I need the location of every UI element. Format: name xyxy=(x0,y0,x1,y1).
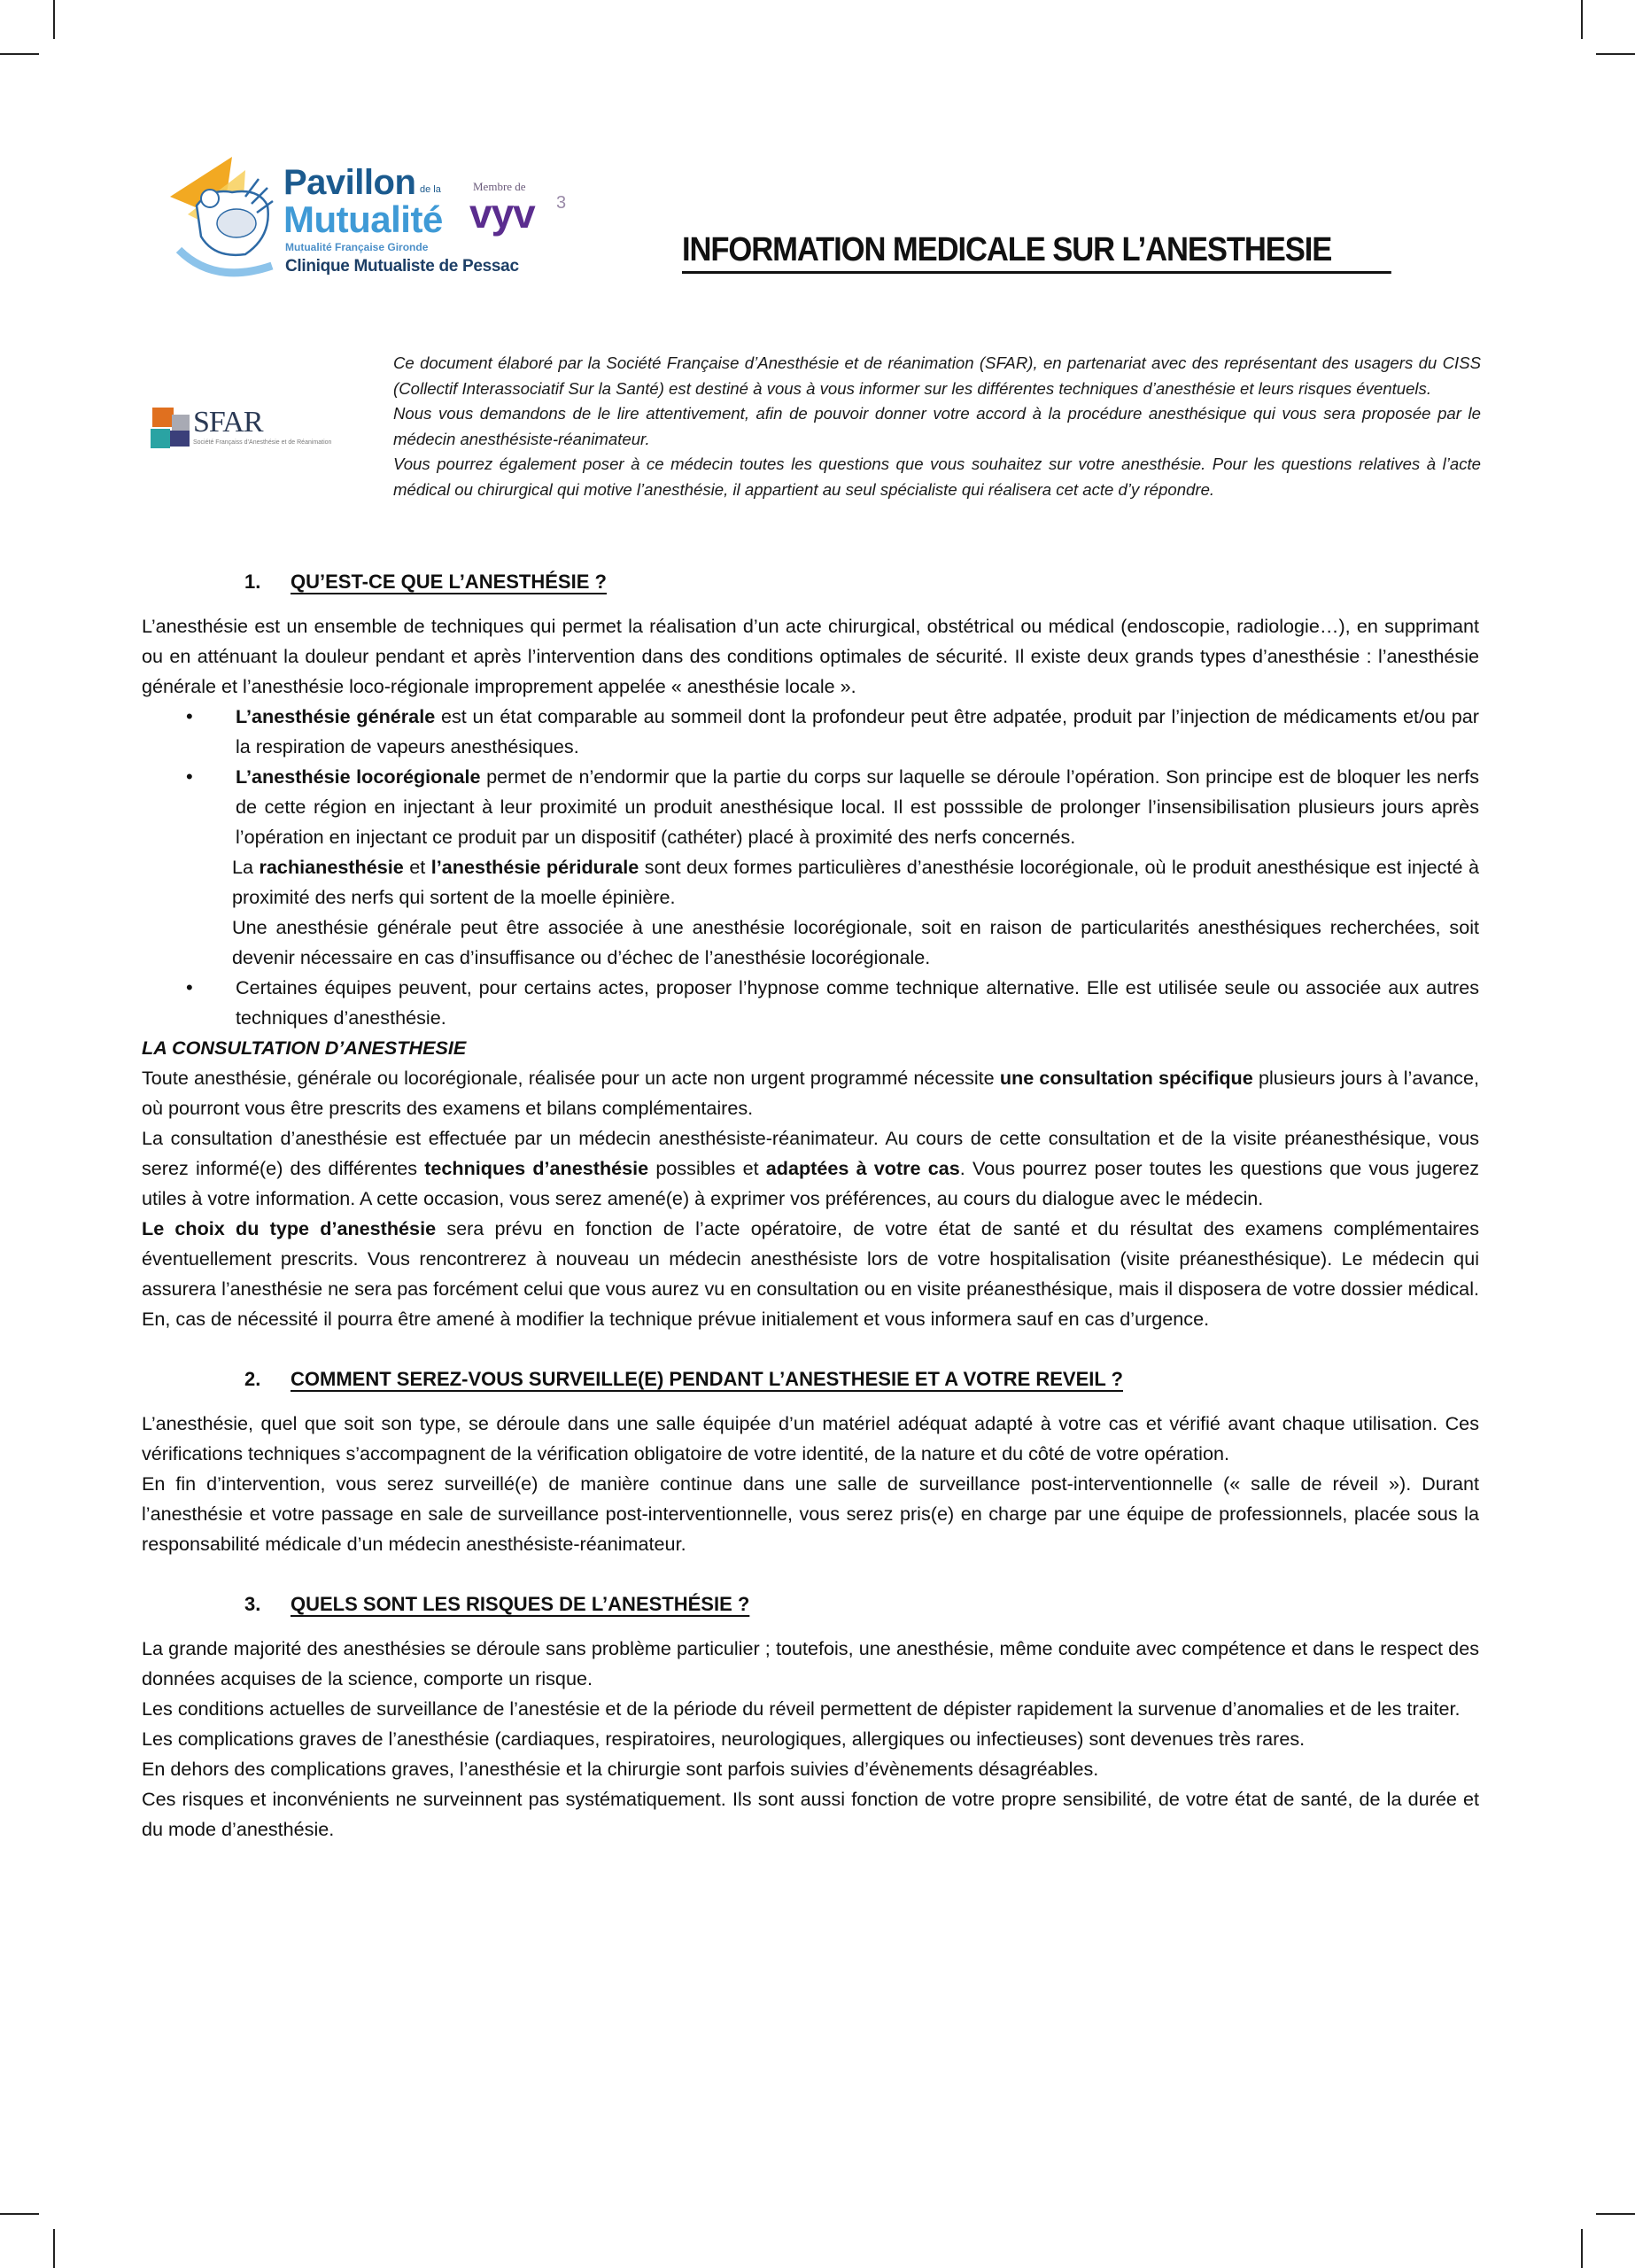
sub-paragraph-rachianesthesie xyxy=(142,852,1479,913)
text: Toute anesthésie, générale ou locorégionale, réalisée pour un acte non urgent programmé nécessite xyxy=(142,1067,1000,1089)
bullet-icon: • xyxy=(186,765,193,788)
sfar-logo-icon-navy xyxy=(170,431,190,447)
bold-term: l’anesthésie péridurale xyxy=(430,856,639,878)
consultation-paragraph-3 xyxy=(142,1214,1479,1334)
consultation-paragraph-1 xyxy=(142,1063,1479,1123)
sfar-subtitle: Société Françaiss d’Anesthésie et de Réanimation xyxy=(193,439,332,446)
sfar-logo-icon-teal xyxy=(151,429,170,448)
crop-mark-top-left-v xyxy=(53,0,55,39)
section-3-paragraph: La grande majorité des anesthésies se déroule sans problème particulier ; toutefois, une anesthésie, même conduite avec compétence et dans le respect des données acquises de la science, comporte un risque. xyxy=(142,1637,1479,1689)
consultation-paragraph-2 xyxy=(142,1123,1479,1214)
consultation-heading: LA CONSULTATION D’ANESTHESIE xyxy=(142,1037,467,1059)
section-2-paragraph: L’anesthésie, quel que soit son type, se déroule dans une salle équipée d’un matériel adéquat adapté à votre cas et vérifié avant chaque utilisation. Ces vérifications techniques s’accompagnent de la vérification obligatoire de votre identité, de la nature et du côté de votre opération. xyxy=(142,1412,1479,1464)
sub-paragraph-combined: Une anesthésie générale peut être associée à une anesthésie locorégionale, soit en raison de particularités anesthésiques recherchées, soit devenir nécessaire en cas d’insuffisance ou d’échec de l’anesthésie locorégionale. xyxy=(232,916,1479,968)
list-item xyxy=(142,973,1479,1033)
intro-paragraph: Ce document élaboré par la Société Française d’Anesthésie et de réanimation (SFAR), en partenariat avec des représentant des usagers du CISS (Collectif Interassociatif Sur la Santé) est destiné à vous à vous informer sur les différentes techniques d’anesthésie et leurs risques éventuels. xyxy=(393,353,1481,398)
list-item-text: est un état comparable au sommeil dont la profondeur peut être adpatée, produit par l’injection de médicaments et/ou par la respiration de vapeurs anesthésiques. xyxy=(236,705,1479,757)
bold-term: adaptées à votre cas xyxy=(765,1157,960,1179)
text: sera prévu en fonction de l’acte opératoire, de votre état de santé et du résultat des examens complémentaires éventuellement prescrits. Vous rencontrerez à nouveau un médecin anesthésiste lors de votre hospitalisation (visite préanesthésique). Le médecin qui assurera l’anesthésie ne sera pas forcément celui que vous aurez vu en consultation ou en visite préanesthésique, mais il disposera de votre dossier médical. En, cas de nécessité il pourra être amené à modifier la technique prévue initialement et vous informera sauf en cas d’urgence. xyxy=(142,1217,1479,1330)
text: La consultation d’anesthésie est effectuée par un médecin anesthésiste-réanimateur. Au cours de cette consultation et de la visite préanesthésique, vous serez informé(e) des différentes xyxy=(142,1127,1479,1179)
vyv-membre-de: Membre de xyxy=(473,180,526,193)
bold-term: L’anesthésie générale xyxy=(236,705,436,727)
vyv-logo xyxy=(469,177,593,239)
document-title: INFORMATION MEDICALE SUR L’ANESTHESIE xyxy=(682,229,1391,274)
hypnosis-list xyxy=(142,973,1479,1033)
section-3-paragraph: Les complications graves de l’anesthésie (cardiaques, respiratoires, neurologiques, allergiques ou infectieuses) sont devenues très rares. xyxy=(142,1728,1306,1750)
text: sont deux formes particulières d’anesthésie locorégionale, où le produit anesthésique est injecté à proximité des nerfs qui sortent de la moelle épinière. xyxy=(232,856,1479,908)
spacer xyxy=(142,1559,1479,1589)
intro-text xyxy=(393,351,1481,502)
section-1-intro: L’anesthésie est un ensemble de techniques qui permet la réalisation d’un acte chirurgical, obstétrical ou médical (endoscopie, radiologie…), en supprimant ou en atténuant la douleur pendant et après l’intervention dans des conditions optimales de sécurité. Il existe deux grands types d’anesthésie : l’anesthésie générale et l’anesthésie loco-régionale improprement appelée « anesthésie locale ». xyxy=(142,615,1479,697)
bold-term: rachianesthésie xyxy=(259,856,404,878)
main-content xyxy=(142,567,1479,1845)
crop-mark-top-right-v xyxy=(1581,0,1583,39)
list-item-text: Certaines équipes peuvent, pour certains actes, proposer l’hypnose comme technique alternative. Elle est utilisée seule ou associée aux autres techniques d’anesthésie. xyxy=(236,976,1479,1029)
crop-mark-bottom-left-v xyxy=(53,2229,55,2268)
crop-mark-bottom-right-v xyxy=(1581,2229,1583,2268)
list-item xyxy=(142,702,1479,762)
section-2-paragraph: En fin d’intervention, vous serez surveillé(e) de manière continue dans une salle de surveillance post-interventionnelle (« salle de réveil »). Durant l’anesthésie et votre passage en sale de surveillance post-interventionnelle, vous serez pris(e) en charge par une équipe de professionnels, placée sous la responsabilité médicale d’un médecin anesthésiste-réanimateur. xyxy=(142,1472,1479,1555)
crop-mark-bottom-left-h xyxy=(0,2213,39,2215)
pavillon-title: Pavillon xyxy=(283,163,416,202)
sfar-logo-icon xyxy=(152,408,174,427)
hands-logo-icon xyxy=(161,152,285,281)
vyv-superscript: 3 xyxy=(556,193,567,213)
section-3-paragraph: Les conditions actuelles de surveillance de l’anestésie et de la période du réveil permettent de dépister rapidement la survenue d’anomalies et de les traiter. xyxy=(142,1697,1461,1720)
bold-term: Le choix du type d’anesthésie xyxy=(142,1217,437,1239)
section-title: COMMENT SEREZ-VOUS SURVEILLE(E) PENDANT L’ANESTHESIE ET A VOTRE REVEIL ? xyxy=(291,1368,1123,1390)
list-item xyxy=(142,762,1479,852)
mutualite-subtitle: Mutualité Française Gironde xyxy=(285,241,429,253)
text: plusieurs jours à l’avance, où pourront vous être prescrits des examens et bilans complémentaires. xyxy=(142,1067,1479,1119)
section-number: 1. xyxy=(244,571,261,593)
bold-term: une consultation spécifique xyxy=(999,1067,1253,1089)
sfar-word: SFAR xyxy=(193,406,263,439)
text: . Vous pourrez poser toutes les questions que vous jugerez utiles à votre information. A cette occasion, vous serez amené(e) à exprimer vos préférences, au cours du dialogue avec le médecin. xyxy=(142,1157,1480,1209)
sfar-logo xyxy=(151,408,381,454)
clinic-name: Clinique Mutualiste de Pessac xyxy=(285,257,519,276)
bullet-icon: • xyxy=(186,705,193,727)
section-1-heading xyxy=(142,567,1479,597)
section-2-heading xyxy=(142,1364,1479,1394)
intro-paragraph: Nous vous demandons de le lire attentivement, afin de pouvoir donner votre accord à la procédure anesthésique qui vous sera proposée par le médecin anesthésiste-réanimateur. xyxy=(393,404,1481,448)
anesthesia-types-list xyxy=(142,702,1479,852)
sfar-logo-icon-gray xyxy=(172,415,190,431)
section-3-paragraph: En dehors des complications graves, l’anesthésie et la chirurgie sont parfois suivies d’évènements désagréables. xyxy=(142,1758,1099,1780)
section-title: QU’EST-CE QUE L’ANESTHÉSIE ? xyxy=(291,571,607,593)
text: La xyxy=(232,856,260,878)
list-item-text: permet de n’endormir que la partie du corps sur laquelle se déroule l’opération. Son principe est de bloquer les nerfs de cette région en injectant à leur proximité un produit anesthésique local. Il est posssible de prolonger l’insensibilisation plusieurs jours après l’opération en injectant ce produit par un dispositif (cathéter) placé à proximité des nerfs concernés. xyxy=(236,765,1479,848)
section-3-heading xyxy=(142,1589,1479,1619)
crop-mark-top-left-h xyxy=(0,53,39,55)
mutualite-title: Mutualité xyxy=(283,198,443,240)
text: et xyxy=(403,856,431,878)
text: possibles et xyxy=(648,1157,766,1179)
spacer xyxy=(142,1334,1479,1364)
bold-term: L’anesthésie locorégionale xyxy=(236,765,481,788)
section-title: QUELS SONT LES RISQUES DE L’ANESTHÉSIE ? xyxy=(291,1593,750,1615)
crop-mark-top-right-h xyxy=(1596,53,1635,55)
bold-term: techniques d’anesthésie xyxy=(424,1157,649,1179)
section-number: 3. xyxy=(244,1593,261,1615)
intro-paragraph: Vous pourrez également poser à ce médecin toutes les questions que vous souhaitez sur votre anesthésie. Pour les questions relatives à l’acte médical ou chirurgical qui motive l’anesthésie, il appartient au seul spécialiste qui réalisera cet acte d’y répondre. xyxy=(393,454,1481,499)
section-3-paragraph: Ces risques et inconvénients ne surveinnent pas systématiquement. Ils sont aussi fonction de votre propre sensibilité, de votre état de santé, de la durée et du mode d’anesthésie. xyxy=(142,1788,1479,1840)
pavillon-de-la: de la xyxy=(420,184,441,195)
vyv-word: vyv xyxy=(469,190,535,237)
section-number: 2. xyxy=(244,1368,261,1390)
bullet-icon: • xyxy=(186,976,193,998)
crop-mark-bottom-right-h xyxy=(1596,2213,1635,2215)
